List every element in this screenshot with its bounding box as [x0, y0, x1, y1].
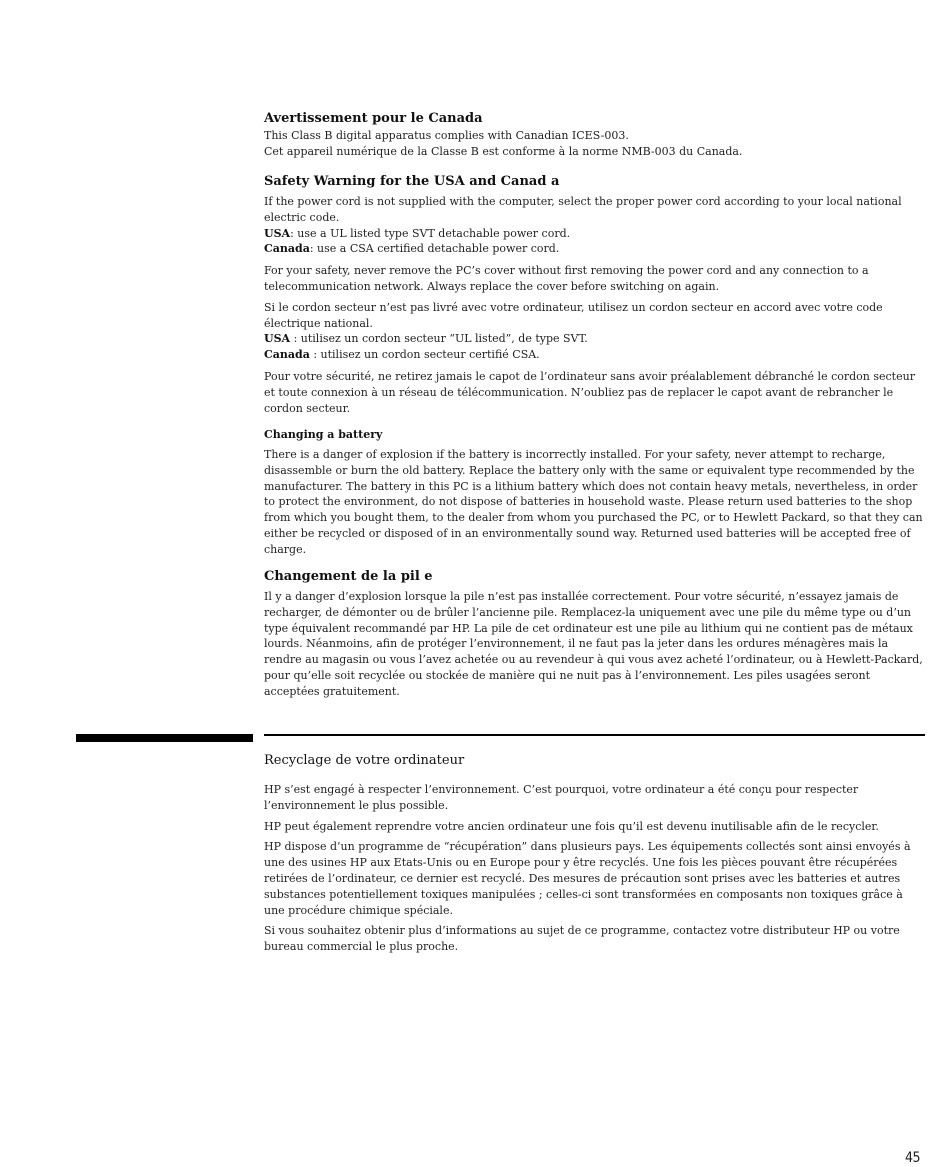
usa-label: USA [264, 226, 291, 240]
recyclage-p2: HP peut également reprendre votre ancien ordinateur une fois qu’il est devenu inutilisable afin de le recycler. [264, 819, 879, 833]
recyclage-p3: HP dispose d’un programme de “récupération” dans plusieurs pays. Les équipements collectés sont ainsi envoyés à une des usines HP aux Etats-Unis ou en Europe pour y être recyclés. Une fois les pièces pouvant être récupérées retirées de l’ordinateur, ce dernier est recyclé. Des mesures de précaution sont prises avec les batteries et autres substances potentiellement toxiques manipulées ; celles-ci sont transformées en composants non toxiques grâce à une procédure chimique spéciale. [264, 840, 911, 917]
recyclage-p1: HP s’est engagé à respecter l’environnement. C’est pourquoi, votre ordinateur a été conçu pour respecter l’environnement le plus possible. [264, 783, 859, 812]
safety-warning-canada-fr [264, 347, 924, 363]
canada-notice-heading: Avertissement pour le Canada [264, 111, 483, 126]
canada-notice-section [264, 110, 924, 160]
usa-label-fr: USA [264, 332, 291, 346]
safety-warning-canada-en [264, 241, 924, 257]
section-divider-thick [76, 734, 253, 742]
usa-text-fr: : utilisez un cordon secteur “UL listed”, de type SVT. [290, 332, 588, 346]
recyclage-section [264, 752, 924, 955]
recyclage-heading: Recyclage de votre ordinateur [264, 753, 465, 768]
safety-warning-cover-fr: Pour votre sécurité, ne retirez jamais le capot de l’ordinateur sans avoir préalablement débranché le cordon secteur et toute connexion à un réseau de télécommunication. N’oubliez pas de replacer le capot avant de rebrancher le cordon secteur. [264, 369, 915, 415]
safety-warning-intro-fr: Si le cordon secteur n’est pas livré avec votre ordinateur, utilisez un cordon secteur en accord avec votre code électrique national. [264, 300, 883, 330]
changing-battery-text: There is a danger of explosion if the battery is incorrectly installed. For your safety, never attempt to recharge, disassemble or burn the old battery. Replace the battery only with the same or equivalent type recommended by the manufacturer. The battery in this PC is a lithium battery which does not contain heavy metals, nevertheless, in order to protect the environment, do not dispose of batteries in household waste. Please return used batteries to the shop from which you bought them, to the dealer from whom you purchased the PC, or to Hewlett Packard, so that they can either be recycled or disposed of in an environmentally sound way. Returned used batteries will be accepted free of charge. [264, 448, 923, 556]
page-number: 45 [905, 1150, 921, 1166]
safety-warning-intro-en: If the power cord is not supplied with the computer, select the proper power cord according to your local national electric code. [264, 195, 902, 224]
changing-battery-section [264, 427, 924, 558]
safety-warning-section [264, 173, 924, 416]
section-divider-thin [264, 734, 925, 736]
changement-pile-text: Il y a danger d’explosion lorsque la pile n’est pas installée correctement. Pour votre sécurité, n’essayez jamais de recharger, de démonter ou de brûler l’ancienne pile. Remplacez-la uniquement avec une pile du même type ou d’un type équivalent recommandé par HP. La pile de cet ordinateur est une pile au lithium qui ne contient pas de métaux lourds. Néanmoins, afin de protéger l’environnement, il ne faut pas la jeter dans les ordures ménagères mais la rendre au magasin ou vous l’avez achetée ou au revendeur à qui vous avez acheté l’ordinateur, ou à Hewlett-Packard, pour qu’elle soit recyclée ou stockée de manière qui ne nuit pas à l’environnement. Les piles usagées seront acceptées gratuitement. [264, 590, 923, 698]
canada-text: : use a CSA certified detachable power cord. [309, 242, 560, 256]
safety-warning-heading: Safety Warning for the USA and Canad a [264, 174, 560, 189]
safety-warning-usa-en [264, 226, 924, 242]
recyclage-p4: Si vous souhaitez obtenir plus d’informations au sujet de ce programme, contactez votre distributeur HP ou votre bureau commercial le plus proche. [264, 924, 900, 954]
safety-warning-usa-fr [264, 331, 924, 347]
safety-warning-cover-en: For your safety, never remove the PC’s cover without first removing the power cord and any connection to a telecommunication network. Always replace the cover before switching on again. [264, 264, 869, 293]
changement-pile-heading: Changement de la pil e [264, 569, 433, 584]
canada-label: Canada [264, 242, 310, 256]
changing-battery-heading: Changing a battery [264, 428, 383, 441]
canada-notice-line-french: Cet appareil numérique de la Classe B est conforme à la norme NMB-003 du Canada. [264, 144, 743, 158]
changement-pile-section [264, 568, 924, 700]
canada-text-fr: : utilisez un cordon secteur certifié CSA. [309, 348, 540, 362]
usa-text: : use a UL listed type SVT detachable power cord. [290, 226, 571, 240]
canada-label-fr: Canada [264, 348, 310, 362]
canada-notice-line-english: This Class B digital apparatus complies with Canadian ICES-003. [264, 129, 629, 142]
